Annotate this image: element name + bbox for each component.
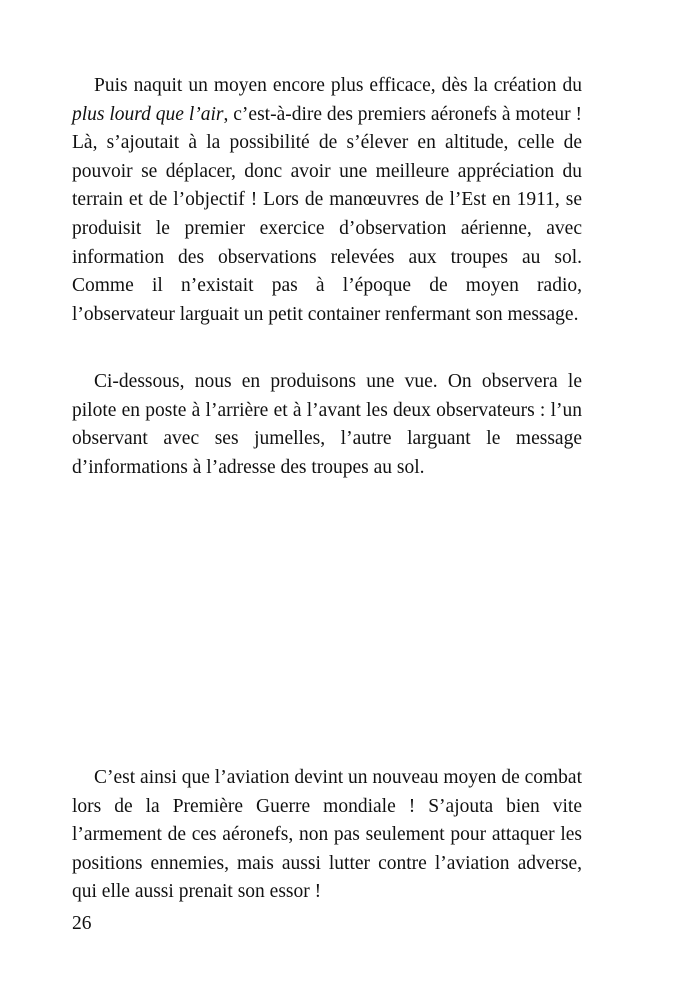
paragraph-vue: Ci-dessous, nous en produisons une vue. On observera le pilote en poste à l’arrière et à l’avant les deux observateurs : l’un observant avec ses jumelles, l’autre larguant le message d’informations à l’adresse des troupes au sol. (72, 371, 582, 478)
paragraph-aeronefs-rest: , c’est-à-dire des premiers aéronefs à moteur ! Là, s’ajoutait à la possibilité de s’élever en altitude, celle de pouvoir se déplacer, donc avoir une meilleure appréciation du terrain et de l’objectif ! Lors de manœuvres de l’Est en 1911, se produisit le premier exercice d’observation aérienne, avec information des observations relevées aux troupes au sol. Comme il n’existait pas à l’époque de moyen radio, l’observateur larguait un petit container renfermant son message. (72, 103, 582, 325)
page-number: 26 (72, 913, 92, 934)
paragraph-aeronefs-start: Puis naquit un moyen encore plus efficace, dès la création du (94, 75, 582, 96)
italic-phrase: plus lourd que l’air (72, 103, 224, 125)
paragraph-aviation: C’est ainsi que l’aviation devint un nouveau moyen de combat lors de la Première Guerre mondiale ! S’ajouta bien vite l’armement de ces aéronefs, non pas seulement pour attaquer les positions ennemies, mais aussi lutter contre l’aviation adverse, qui elle aussi prenait son essor ! (72, 767, 582, 903)
figure-placeholder (72, 482, 582, 742)
paragraph-aeronefs (72, 72, 582, 329)
